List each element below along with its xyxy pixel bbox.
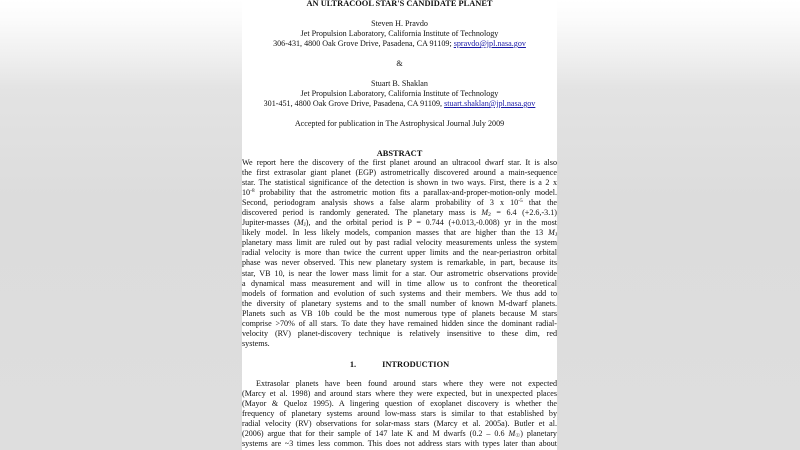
abstract-line: phase was never observed. This new planetary system is remarkable, in part, because its xyxy=(242,258,557,268)
abstract-line: velocity (RV) planet-discovery technique is relatively insensitive to these dim, red xyxy=(242,328,557,338)
author-address xyxy=(242,99,557,109)
paper-title: AN ULTRACOOL STAR'S CANDIDATE PLANET xyxy=(306,0,493,8)
intro-line: radial velocity (RV) observations for solar-mass stars (Marcy et al. 2005a). Butler et al. xyxy=(242,419,557,429)
abstract-line: the diversity of planetary systems and to the small number of known M-dwarf planets. xyxy=(242,298,557,308)
author-separator: & xyxy=(396,59,403,68)
abstract-heading: ABSTRACT xyxy=(376,149,423,158)
author-affiliation: Jet Propulsion Laboratory, California Institute of Technology xyxy=(300,89,499,98)
abstract-line: radial velocity is more than twice the current upper limits and the near-periastron orbital xyxy=(242,248,557,258)
section-title: INTRODUCTION xyxy=(382,360,450,369)
abstract-line: Jupiter-masses $(M_J)$, and the orbital period is P = 0.744 (+0.013,-0.008) yr in the most xyxy=(242,218,557,229)
address-text: 301-451, 4800 Oak Grove Drive, Pasadena, CA 91109, xyxy=(263,99,445,108)
author-name: Steven H. Pravdo xyxy=(371,19,428,28)
author-affiliation: Jet Propulsion Laboratory, California Institute of Technology xyxy=(300,29,499,38)
address-text: 306-431, 4800 Oak Grove Drive, Pasadena, CA 91109; xyxy=(273,39,454,48)
email-link[interactable]: spravdo@jpl.nasa.gov xyxy=(453,39,526,48)
section-number: 1. xyxy=(349,360,357,369)
author-address xyxy=(242,39,557,49)
introduction-body xyxy=(242,379,557,449)
acceptance-note: Accepted for publication in The Astrophysical Journal July 2009 xyxy=(294,119,505,128)
intro-line: frequency of planetary systems around low-mass stars is similar to that established by xyxy=(242,409,557,419)
abstract-line: a dynamical mass measurement and will in time allow us to confront the theoretical xyxy=(242,278,557,288)
abstract-line: comprise >70% of all stars. To date they have remained hidden since the dominant radial- xyxy=(242,318,557,328)
section-heading-introduction xyxy=(242,360,557,370)
intro-line: systems are ~3 times less common. This does not address stars with types later than about xyxy=(242,439,557,449)
author-name: Stuart B. Shaklan xyxy=(371,79,428,88)
abstract-line: Second, periodogram analysis shows a false alarm probability of 3 x $10^{-5}$ that the xyxy=(242,198,557,208)
abstract-line: the first extrasolar giant planet (EGP) astrometrically discovered around a main-sequence xyxy=(242,168,557,178)
abstract-line: star, VB 10, is near the lower mass limit for a star. Our astrometric observations provide xyxy=(242,268,557,278)
abstract-line: likely model. In less likely models, companion masses that are higher than the 13 $M_J$ xyxy=(242,228,557,239)
document-page xyxy=(242,0,557,450)
email-link[interactable]: stuart.shaklan@jpl.nasa.gov xyxy=(444,99,536,108)
abstract-line: planetary mass limit are ruled out by past radial velocity measurements unless the system xyxy=(242,238,557,248)
abstract-line: We report here the discovery of the first planet around an ultracool dwarf star. It is also xyxy=(242,158,557,167)
abstract-line: models of formation and evolution of such systems and their members. We thus add to xyxy=(242,288,557,298)
intro-line: (Mayor & Queloz 1995). A lingering question of exoplanet discovery is whether the xyxy=(242,399,557,409)
abstract-line: star. The statistical significance of the detection is shown in two ways. First, there is a 2 x xyxy=(242,178,557,188)
abstract-line: discovered period is randomly generated. The planetary mass is $M_2 = 6.4$ (+2.6,-3.1) xyxy=(242,208,557,219)
abstract-line: $10^{-8}$ probability that the astrometric motion fits a parallax-and-proper-motion-only model. xyxy=(242,188,557,198)
abstract-line: Planets such as VB 10b could be the most numerous type of planets because M stars xyxy=(242,308,557,318)
abstract-line: systems. xyxy=(242,338,270,348)
abstract-body xyxy=(242,158,557,349)
intro-line: Extrasolar planets have been found around stars where they were not expected xyxy=(256,379,557,388)
intro-line: (2006) argue that for their sample of 147 late K and M dwarfs (0.2 – 0.6 $M_☉$) planetary xyxy=(242,429,557,440)
intro-line: (Marcy et al. 1998) and around stars where they were expected, but in unexpected places xyxy=(242,389,557,399)
